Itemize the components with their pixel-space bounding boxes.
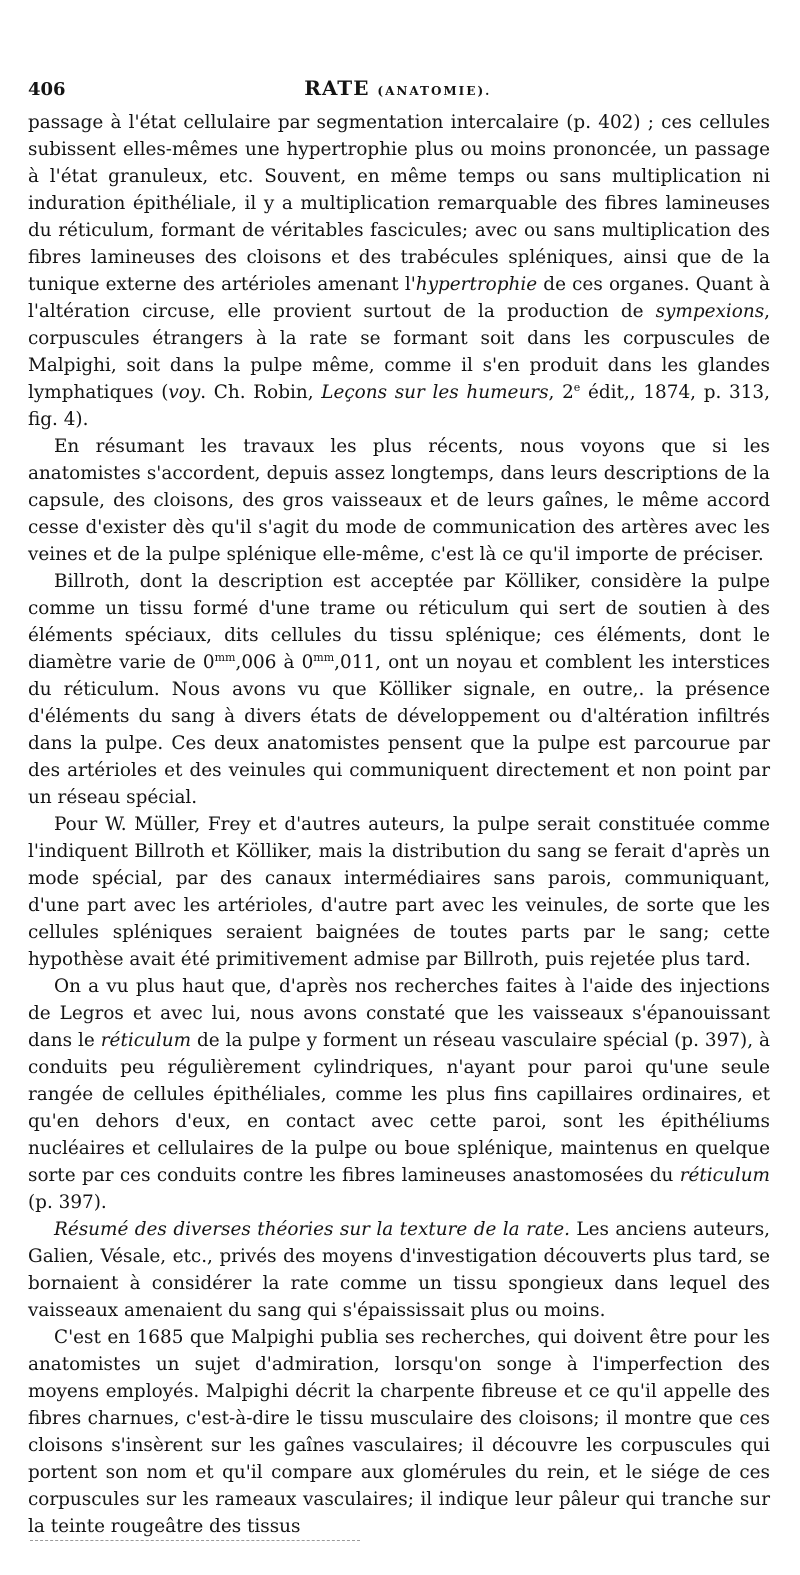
body-text bbox=[28, 109, 770, 1540]
running-head-section: (ANATOMIE). bbox=[377, 84, 492, 98]
paragraph-3 bbox=[28, 568, 770, 811]
text-run: , corpuscules étrangers à la rate se formant soit dans les corpuscules de Malpighi, soit dans la pulpe même, comme il s'en produit dans les glandes lymphatiques ( bbox=[28, 301, 770, 403]
text-run: l' bbox=[404, 274, 416, 295]
paragraph-5 bbox=[28, 973, 770, 1216]
paragraph-2 bbox=[28, 433, 770, 568]
text-run: Billroth, dont la description est acceptée par Kölliker, considère la pulpe comme un tissu formé d'une trame ou réticulum qui sert de soutien à des éléments spéciaux, dits cellules du tissu splénique; ces éléments, dont le diamètre varie de 0 bbox=[28, 571, 770, 673]
superscript-text: e bbox=[573, 380, 581, 394]
italic-text: hypertrophie bbox=[415, 274, 538, 295]
page-number: 406 bbox=[28, 79, 66, 100]
text-run: ,006 à 0 bbox=[235, 652, 314, 673]
italic-text: Résumé des diverses théories sur la texture de la rate. bbox=[54, 1219, 570, 1240]
footer-rule bbox=[30, 1540, 360, 1541]
text-run: ,011, ont un noyau et comblent les interstices du réticulum. Nous avons vu que Kölliker signale, en outre,. la présence d'éléments du sang à divers états de développement ou d'altération infiltrés dans la pulpe. Ces deux anatomistes pensent que la pulpe est parcourue par des artérioles et des veinules qui communiquent directement et non point par un réseau spécial. bbox=[28, 652, 770, 808]
text-run: . Ch. Robin, bbox=[200, 382, 322, 403]
paragraph-4 bbox=[28, 811, 770, 973]
text-run: On a vu plus haut que, d'après nos recherches faites à l'aide des injections de Legros et avec lui, nous avons constaté que les vaisseaux s'épanouissant dans le bbox=[28, 976, 770, 1051]
text-run: Pour W. Müller, Frey et d'autres auteurs, la pulpe serait constituée comme l'indiquent Billroth et Kölliker, mais la distribution du sang se ferait d'après un mode spécial, par des canaux intermédiaires sans parois, communiquant, d'une part avec les artérioles, d'autre part avec les veinules, de sorte que les cellules spléniques seraient baignées de toutes parts par le sang; cette hypothèse avait été primitivement admise par Billroth, puis rejetée plus tard. bbox=[28, 814, 770, 970]
italic-text: voy bbox=[168, 382, 201, 403]
text-run: passage à l'état cellulaire par segmentation intercalaire (p. 402) ; ces cellules subissent elles-mêmes une hypertrophie plus ou moins prononcée, un passage à l'état granuleux, etc. Souvent, en même temps ou sans multiplication ni induration épithéliale, il y a multiplication remarquable des fibres lamineuses du réticulum, formant de véritables fascicules; avec ou sans multiplication des fibres lamineuses des cloisons et des trabécules spléniques, ainsi que de la tunique externe des artérioles amenant bbox=[28, 112, 770, 295]
book-page bbox=[28, 74, 770, 1540]
paragraph-7 bbox=[28, 1324, 770, 1540]
italic-text: réticulum bbox=[100, 1030, 192, 1051]
running-head bbox=[304, 74, 491, 105]
italic-text: sympexions bbox=[655, 301, 765, 322]
running-head-title: RATE bbox=[304, 76, 370, 100]
text-run: C'est en 1685 que Malpighi publia ses recherches, qui doivent être pour les anatomistes un sujet d'admiration, lorsqu'on songe à l'imperfection des moyens employés. Malpighi décrit la charpente fibreuse et ce qu'il appelle des fibres charnues, c'est-à-dire le tissu musculaire des cloisons; il montre que ces cloisons s'insèrent sur les gaînes vasculaires; il découvre les corpuscules qui portent son nom et qu'il compare aux glomérules du rein, et le siége de ces corpuscules sur les rameaux vasculaires; il indique leur pâleur qui tranche sur la teinte rougeâtre des tissus bbox=[28, 1327, 770, 1537]
page-header bbox=[28, 74, 770, 105]
superscript-text: mm bbox=[214, 650, 236, 664]
text-run: (p. 397). bbox=[28, 1192, 107, 1213]
italic-text: réticulum bbox=[679, 1165, 770, 1186]
text-run: Les anciens auteurs, Galien, Vésale, etc., privés des moyens d'investigation découverts plus tard, se bornaient à considérer la rate comme un tissu spongieux dans lequel des vaisseaux amenaient du sang qui s'épaississait plus ou moins. bbox=[28, 1219, 770, 1321]
text-run: , 2 bbox=[548, 382, 574, 403]
text-run: de ces organes. Quant à l'altération circuse, elle provient surtout de la production de bbox=[28, 274, 771, 322]
paragraph-1 bbox=[28, 109, 770, 433]
superscript-text: mm bbox=[313, 650, 335, 664]
text-run: de la pulpe y forment un réseau vasculaire spécial (p. 397), à conduits peu régulièrement cylindriques, n'ayant pour paroi qu'une seule rangée de cellules épithéliales, comme les plus fins capillaires ordinaires, et qu'en dehors d'eux, en contact avec cette paroi, sont les épithéliums nucléaires et cellulaires de la pulpe ou boue splénique, maintenus en quelque sorte par ces conduits contre les fibres lamineuses anastomosées du bbox=[28, 1030, 770, 1186]
text-run: En résumant les travaux les plus récents, nous voyons que si les anatomistes s'accordent, depuis assez longtemps, dans leurs descriptions de la capsule, des cloisons, des gros vaisseaux et de leurs gaînes, le même accord cesse d'exister dès qu'il s'agit du mode de communication des artères avec les veines et de la pulpe splénique elle-même, c'est là ce qu'il importe de préciser. bbox=[28, 436, 770, 565]
text-run: édit,, 1874, p. 313, fig. 4). bbox=[28, 382, 770, 430]
paragraph-6 bbox=[28, 1216, 770, 1324]
italic-text: Leçons sur les humeurs bbox=[321, 382, 549, 403]
